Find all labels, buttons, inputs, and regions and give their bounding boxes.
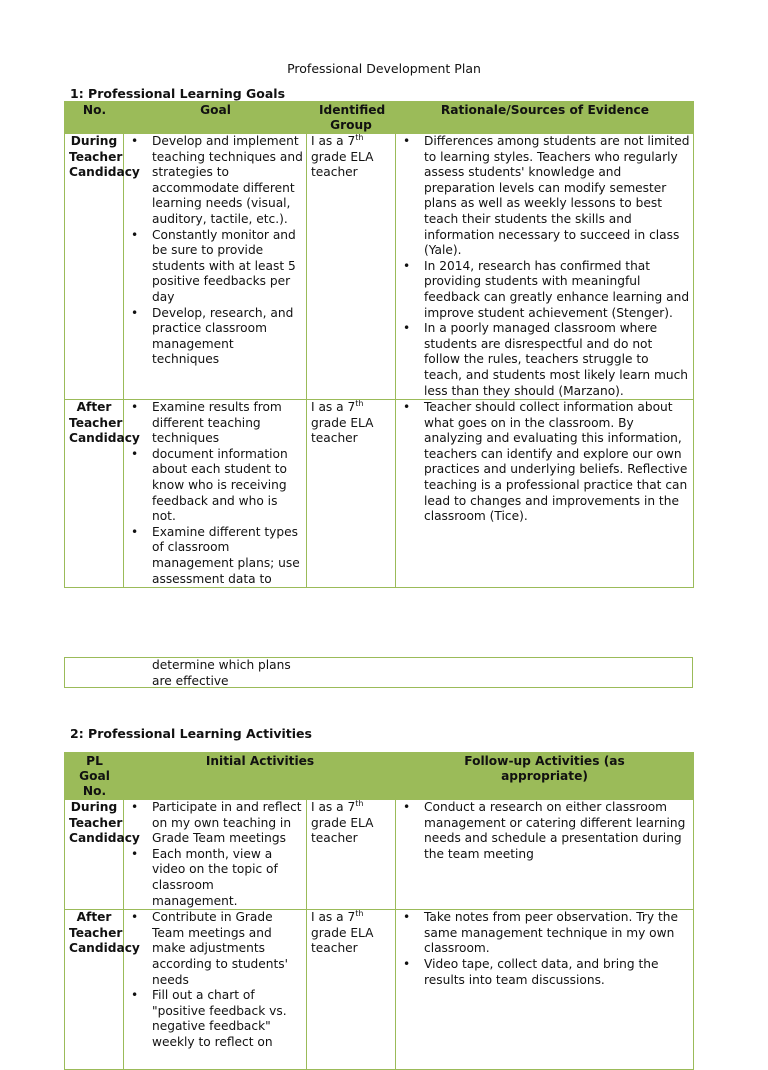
continuation-text: determine which plans are effective (152, 658, 291, 688)
list-item: • Develop, research, and practice classroom management techniques (128, 306, 303, 368)
list-item: • Constantly monitor and be sure to provide students with at least 5 positive feedbacks per day (128, 228, 303, 306)
row-label: After Teacher Candidacy (65, 910, 124, 1070)
list-item: • document information about each student to know who is receiving feedback and who is not. (128, 447, 303, 525)
row-label: After Teacher Candidacy (65, 400, 124, 588)
column-header: PL Goal No. (65, 753, 124, 800)
column-header: Initial Activities (124, 753, 396, 800)
rationale-cell (396, 400, 694, 588)
list-item: • In 2014, research has confirmed that providing students with meaningful feedback can greatly enhance learning and improve student achievement (Stenger). (400, 259, 690, 321)
goal-cell (124, 134, 307, 400)
row-label: During Teacher Candidacy (65, 134, 124, 400)
followup-activities-cell (396, 800, 694, 910)
list-item: • Develop and implement teaching techniques and strategies to accommodate different learning needs (visual, auditory, tactile, etc.). (128, 134, 303, 228)
initial-activities-cell (124, 800, 307, 910)
list-item: • Contribute in Grade Team meetings and make adjustments according to students' needs (128, 910, 303, 988)
document-title: Professional Development Plan (287, 61, 481, 76)
list-item: • Each month, view a video on the topic of classroom management. (128, 847, 303, 909)
column-header: Follow-up Activities (as appropriate) (396, 753, 694, 800)
list-item: • In a poorly managed classroom where students are disrespectful and do not follow the rules, teachers struggle to teach, and students most likely learn much less than they should (Marzano). (400, 321, 690, 399)
column-header: Goal (124, 102, 307, 134)
list-item: • Participate in and reflect on my own teaching in Grade Team meetings (128, 800, 303, 847)
list-item: • Conduct a research on either classroom management or catering different learning needs and schedule a presentation during the team meeting (400, 800, 690, 862)
table-row (65, 400, 694, 588)
list-item: • Video tape, collect data, and bring the results into team discussions. (400, 957, 690, 988)
activities-table (64, 752, 694, 1070)
column-header: Identified Group (307, 102, 396, 134)
group-cell: I as a 7th grade ELA teacher (307, 910, 396, 1070)
group-cell: I as a 7th grade ELA teacher (307, 400, 396, 588)
list-item: • Take notes from peer observation. Try the same management technique in my own classroom. (400, 910, 690, 957)
initial-activities-cell (124, 910, 307, 1070)
table-header-row (65, 753, 694, 800)
followup-activities-cell (396, 910, 694, 1070)
list-item: • Fill out a chart of "positive feedback vs. negative feedback" weekly to reflect on (128, 988, 303, 1050)
list-item: • Examine different types of classroom management plans; use assessment data to (128, 525, 303, 587)
row-label: During Teacher Candidacy (65, 800, 124, 910)
table-header-row (65, 102, 694, 134)
section-title-goals: 1: Professional Learning Goals (70, 86, 286, 101)
table-row (65, 910, 694, 1070)
goals-table (64, 101, 694, 588)
group-cell: I as a 7th grade ELA teacher (307, 134, 396, 400)
column-header: No. (65, 102, 124, 134)
list-item: • Examine results from different teaching techniques (128, 400, 303, 447)
section-title-activities: 2: Professional Learning Activities (70, 726, 312, 741)
column-header: Rationale/Sources of Evidence (396, 102, 694, 134)
table-continuation (64, 657, 693, 688)
list-item: • Teacher should collect information about what goes on in the classroom. By analyzing and evaluating this information, teachers can identify and explore our own practices and underlying beliefs. Reflective teaching is a professional practice that can lead to changes and improvements in the classroom (Tice). (400, 400, 690, 525)
table-row (65, 134, 694, 400)
group-cell: I as a 7th grade ELA teacher (307, 800, 396, 910)
list-item: • Differences among students are not limited to learning styles. Teachers who regularly assess students' knowledge and preparation levels can modify semester plans as well as weekly lessons to best teach their students the skills and information necessary to succeed in class (Yale). (400, 134, 690, 259)
table-row (65, 800, 694, 910)
goal-cell (124, 400, 307, 588)
rationale-cell (396, 134, 694, 400)
